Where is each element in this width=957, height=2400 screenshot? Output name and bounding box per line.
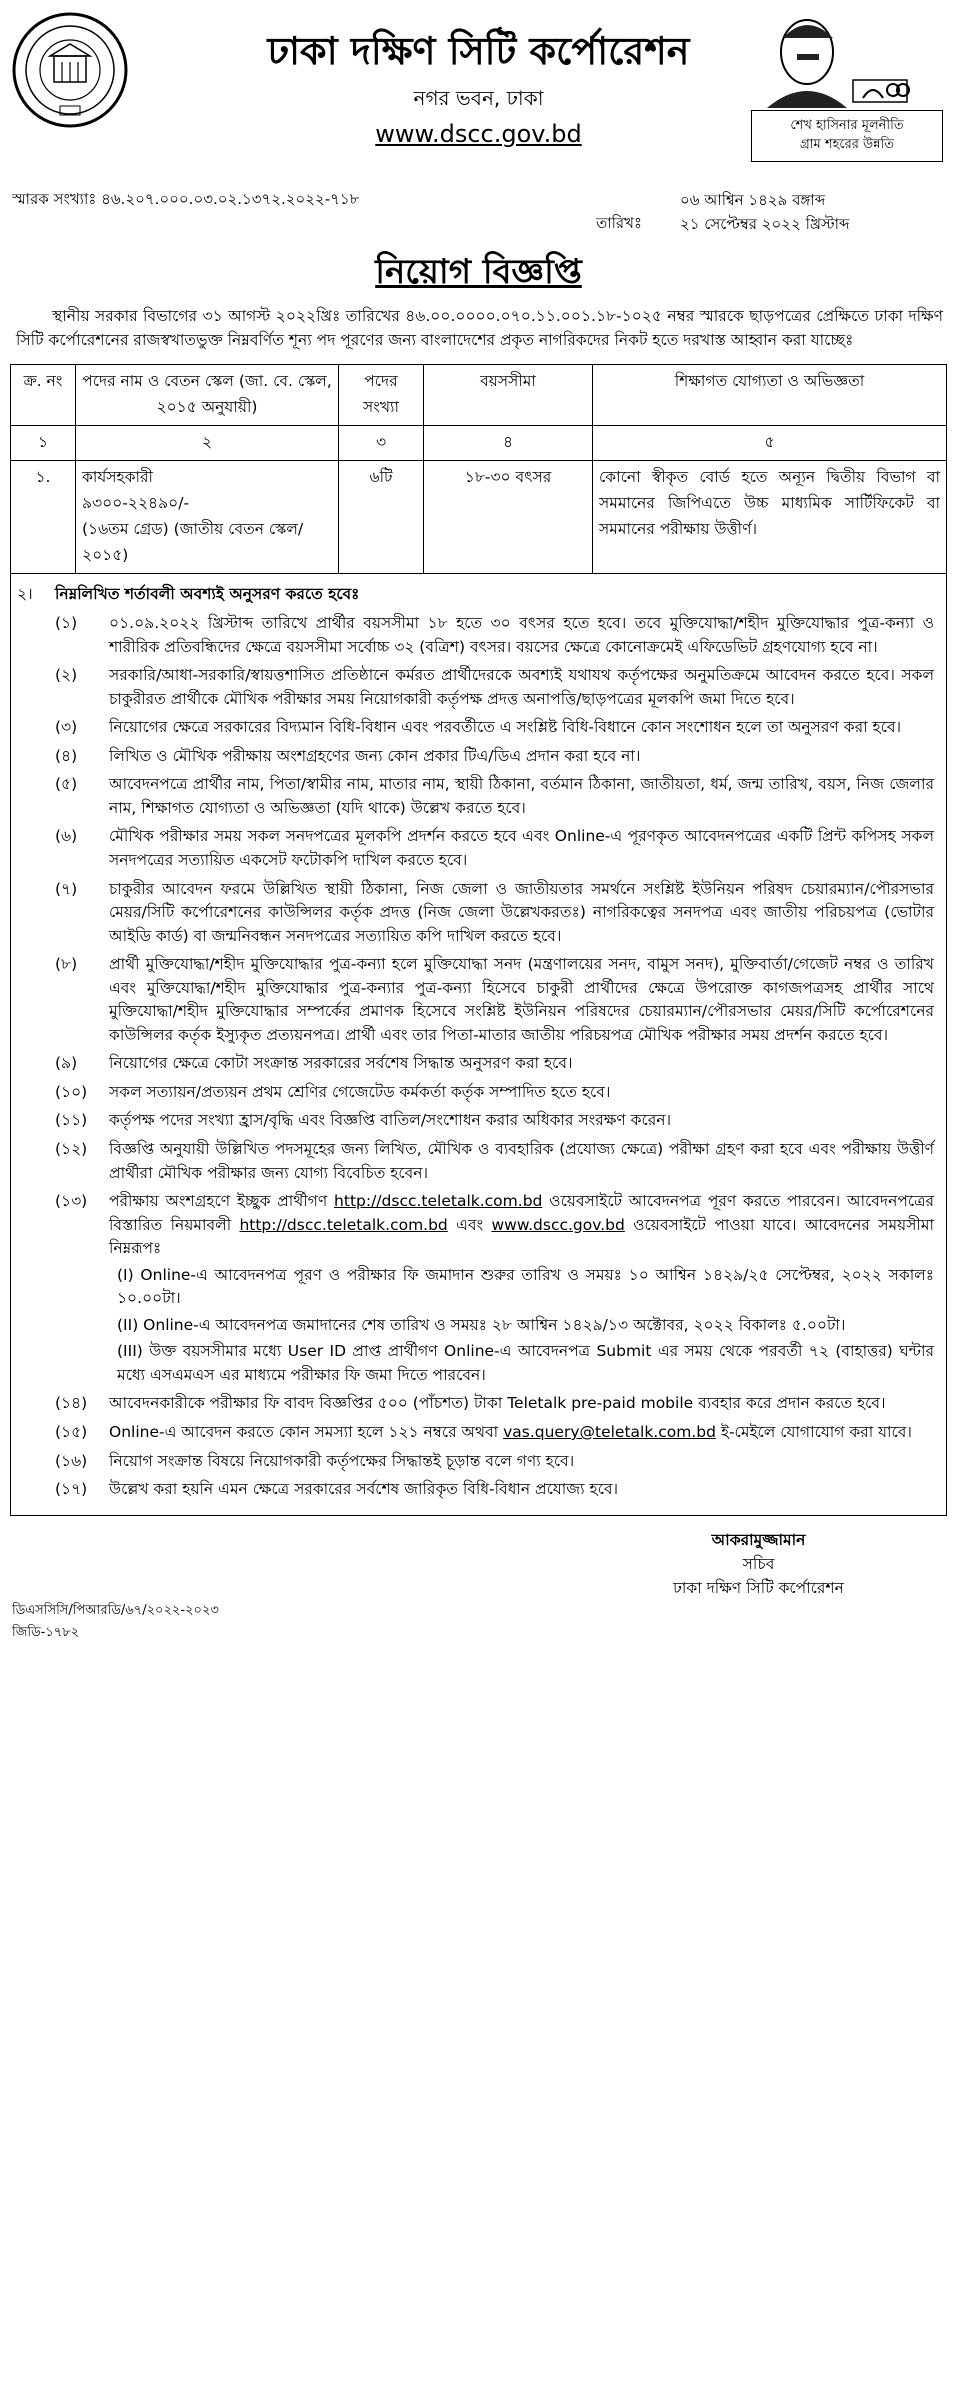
pay-scale: ৯৩০০-২২৪৯০/- — [82, 494, 190, 513]
condition-item — [17, 825, 934, 872]
condition-item — [17, 1450, 934, 1474]
conditions-heading-text: নিম্নলিখিত শর্তাবলী অবশ্যই অনুসরণ করতে হবেঃ — [55, 585, 360, 604]
condition-item — [17, 1478, 934, 1502]
memo-number: স্মারক সংখ্যাঃ ৪৬.২০৭.০০০.০৩.০২.১৩৭২.২০২২-৭১৮ — [12, 190, 360, 208]
support-email-link[interactable]: vas.query@teletalk.com.bd — [503, 1422, 716, 1441]
condition-number: (১২) — [55, 1139, 88, 1158]
condition-number: (৩) — [55, 718, 78, 737]
condition-text: মৌখিক পরীক্ষার সময় সকল সনদপত্রের মূলকপি প্রদর্শন করতে হবে এবং Online-এ পূরণকৃত আবেদনপত্রের একটি প্রিন্ট কপিসহ সকল সনদপত্রের সত্যায়িত একসেট ফটোকপি দাখিল করতে হবে। — [109, 827, 934, 869]
condition-text: নিয়োগের ক্ষেত্রে কোটা সংক্রান্ত সরকারের সর্বশেষ সিদ্ধান্ত অনুসরণ করা হবে। — [109, 1054, 573, 1073]
condition-text: ০১.০৯.২০২২ খ্রিস্টাব্দ তারিখে প্রার্থীর বয়সসীমা ১৮ হতে ৩০ বৎসর হতে হবে। তবে মুক্তিযোদ্ধা/শহীদ মুক্তিযোদ্ধার পুত্র-কন্যা ও শারীরিক প্রতিবন্ধিদের ক্ষেত্রে বয়সসীমা সর্বোচ্চ ৩২ (বত্রিশ) বৎসর। বয়সের ক্ষেত্রে কোনোক্রমেই এফিডেভিট গ্রহণযোগ্য হবে না। — [109, 614, 934, 656]
signature-block — [560, 1528, 957, 1600]
table-row — [11, 461, 947, 574]
condition-number: (১০) — [55, 1082, 88, 1101]
col-count-header: পদের সংখ্যা — [339, 365, 424, 426]
condition-text: প্রার্থী মুক্তিযোদ্ধা/শহীদ মুক্তিযোদ্ধার পুত্র-কন্যা হলে মুক্তিযোদ্ধা সনদ (মন্ত্রণালয়ের সনদ, বামুস সনদ), মুক্তিবার্তা/গেজেট নম্বর ও তারিখ এবং মুক্তিযোদ্ধা/শহীদ মুক্তিযোদ্ধার পুত্র-কন্যার পুত্র-কন্যা হিসেবে চাকুরী প্রার্থীদের ক্ষেত্রে উপরোক্ত কাগজপত্রসহ প্রার্থীর সাথে মুক্তিযোদ্ধা/শহীদ মুক্তিযোদ্ধার সম্পর্কের প্রমাণক হিসেবে সংশ্লিষ্ট ইউনিয়ন পরিষদের চেয়ারম্যান/পৌরসভার মেয়র/সিটি কর্পোরেশনের কাউন্সিলর কর্তৃক ইস্যুকৃত প্রত্যয়নপত্র। প্রার্থী এবং তার পিতা-মাতার জাতীয় পরিচয়পত্র মৌখিক পরীক্ষার সময় প্রদর্শন করতে হবে। — [109, 955, 934, 1044]
condition-item — [17, 773, 934, 820]
col-serial-header: ক্র. নং — [11, 365, 76, 426]
letterhead — [0, 0, 957, 240]
timeline-item: (I) Online-এ আবেদনপত্র পূরণ ও পরীক্ষার ফি জমাদান শুরুর তারিখ ও সময়ঃ ১০ আশ্বিন ১৪২৯/২৫ সেপ্টেম্বর, ২০২২ সকালঃ ১০.০০টা। — [117, 1265, 934, 1308]
contact-text-2: ই-মেইলে যোগাযোগ করা যাবে। — [720, 1422, 912, 1441]
condition-number: (৪) — [55, 746, 78, 765]
condition-item — [17, 1138, 934, 1185]
condition-item — [17, 1109, 934, 1133]
condition-number: (১৬) — [55, 1451, 88, 1470]
condition-item — [17, 1392, 934, 1416]
condition-item — [17, 878, 934, 949]
condition-text: নিয়োগের ক্ষেত্রে সরকারের বিদ্যমান বিধি-বিধান এবং পরবর্তীতে এ সংশ্লিষ্ট বিধি-বিধানে কোন সংশোধন হলে তা অনুসরণ করা হবে। — [109, 718, 902, 737]
col-age-header: বয়সসীমা — [424, 365, 593, 426]
apply-text-1: পরীক্ষায় অংশগ্রহণে ইচ্ছুক প্রার্থীগণ — [109, 1192, 328, 1211]
signatory-name: আকরামুজ্জামান — [711, 1530, 806, 1549]
table-number-row — [11, 426, 947, 461]
reference-code: ডিএসসিসি/পিআরডি/৬৭/২০২২-২০২৩ — [12, 1602, 219, 1618]
row-post — [76, 461, 339, 574]
condition-item-13 — [17, 1190, 934, 1387]
condition-number: (১) — [55, 614, 78, 633]
condition-item — [17, 664, 934, 711]
col-number: ২ — [76, 426, 339, 461]
condition-number: (৮) — [55, 955, 78, 974]
contact-text-1: Online-এ আবেদন করতে কোন সমস্যা হলে ১২১ নম্বরে অথবা — [109, 1422, 499, 1441]
dscc-website-link[interactable]: www.dscc.gov.bd — [491, 1215, 625, 1234]
gd-code: জিডি-১৭৮২ — [12, 1624, 80, 1640]
org-title: ঢাকা দক্ষিণ সিটি কর্পোরেশন — [267, 29, 690, 73]
condition-text: আবেদনপত্রে প্রার্থীর নাম, পিতা/স্বামীর নাম, মাতার নাম, স্থায়ী ঠিকানা, বর্তমান ঠিকানা, জাতীয়তা, ধর্ম, জন্ম তারিখ, বয়স, নিজ জেলার নাম, শিক্ষাগত যোগ্যতা ও অভিজ্ঞতা (যদি থাকে) উল্লেখ করতে হবে। — [109, 775, 934, 817]
condition-number: (১৩) — [55, 1192, 88, 1211]
col-number: ১ — [11, 426, 76, 461]
condition-text — [109, 1421, 934, 1445]
col-number: ৫ — [593, 426, 947, 461]
apply-text-2: ওয়েবসাইটে আবেদনপত্র পূরণ করতে পারবেন। আবেদনপত্রের বিস্তারিত নিয়মাবলী — [109, 1192, 934, 1234]
row-age-limit: ১৮-৩০ বৎসর — [424, 461, 593, 574]
condition-text: বিজ্ঞপ্তি অনুযায়ী উল্লিখিত পদসমূহের জন্য লিখিত, মৌখিক ও ব্যবহারিক (প্রযোজ্য ক্ষেত্রে) পরীক্ষা গ্রহণ করা হবে এবং পরীক্ষায় উত্তীর্ণ প্রার্থীরা মৌখিক পরীক্ষার জন্য যোগ্য বিবেচিত হবেন। — [109, 1139, 934, 1182]
row-serial: ১. — [11, 461, 76, 574]
signatory-org: ঢাকা দক্ষিণ সিটি কর্পোরেশন — [673, 1578, 844, 1597]
conditions-section — [10, 574, 947, 1516]
condition-number: (২) — [55, 666, 78, 685]
date-block — [680, 188, 850, 236]
condition-number: (৯) — [55, 1054, 78, 1073]
apply-text-4: ওয়েবসাইটে পাওয়া যাবে। আবেদনের সময়সীমা নিম্নরূপঃ — [109, 1215, 934, 1258]
apply-text-3: এবং — [456, 1215, 484, 1234]
date-label: তারিখঃ — [596, 214, 642, 232]
slogan-box — [751, 110, 943, 162]
condition-number: (৫) — [55, 775, 78, 794]
condition-item — [17, 953, 934, 1047]
table-header-row — [11, 365, 947, 426]
timeline-item: (II) Online-এ আবেদনপত্র জমাদানের শেষ তারিখ ও সময়ঃ ২৮ আশ্বিন ১৪২৯/১৩ অক্টোবর, ২০২২ বিকালঃ ৫.০০টা। — [117, 1315, 846, 1334]
intro-paragraph: স্থানীয় সরকার বিভাগের ৩১ আগস্ট ২০২২খ্রিঃ তারিখের ৪৬.০০.০০০০.০৭০.১১.০০১.১৮-১০২৫ নম্বর স্মারকে ছাড়পত্রের প্রেক্ষিতে ঢাকা দক্ষিণ সিটি কর্পোরেশনের রাজস্বখাতভুক্ত নিম্নবর্ণিত শূন্য পদ পূরণের জন্য বাংলাদেশের প্রকৃত নাগরিকদের নিকট হতে দরখাস্ত আহ্বান করা যাচ্ছেঃ — [16, 307, 943, 350]
col-number: ৩ — [339, 426, 424, 461]
col-post-header: পদের নাম ও বেতন স্কেল (জা. বে. স্কেল, ২০১৫ অনুযায়ী) — [76, 365, 339, 426]
condition-number: (১৪) — [55, 1394, 88, 1413]
slogan-line-1: শেখ হাসিনার মূলনীতি — [790, 118, 904, 133]
timeline-item: (III) উক্ত বয়সসীমার মধ্যে User ID প্রাপ্ত প্রার্থীগণ Online-এ আবেদনপত্র Submit এর সময় থেকে পরবর্তী ৭২ (বাহাত্তর) ঘন্টার মধ্যে এসএমএস এর মাধ্যমে পরীক্ষার ফি জমা দিতে পারবেন। — [117, 1342, 934, 1384]
footer-codes — [12, 1600, 957, 1644]
signatory-designation: সচিব — [742, 1554, 775, 1573]
condition-text — [109, 1190, 934, 1387]
col-number: ৪ — [424, 426, 593, 461]
org-address: নগর ভবন, ঢাকা — [413, 86, 544, 110]
condition-number: (১১) — [55, 1111, 88, 1130]
slogan-line-2: গ্রাম শহরের উন্নতি — [799, 136, 895, 152]
pay-grade: (১৬তম গ্রেড) (জাতীয় বেতন স্কেল/২০১৫) — [82, 520, 304, 565]
condition-number: (৭) — [55, 879, 78, 898]
condition-number: (৬) — [55, 827, 78, 846]
notice-title: নিয়োগ বিজ্ঞপ্তি — [375, 252, 582, 292]
row-count: ৬টি — [339, 461, 424, 574]
condition-text: নিয়োগ সংক্রান্ত বিষয়ে নিয়োগকারী কর্তৃপক্ষের সিদ্ধান্তই চূড়ান্ত বলে গণ্য হবে। — [109, 1451, 575, 1470]
col-education-header: শিক্ষাগত যোগ্যতা ও অভিজ্ঞতা — [593, 365, 947, 426]
condition-item — [17, 1052, 934, 1076]
teletalk-link[interactable]: http://dscc.teletalk.com.bd — [334, 1192, 543, 1211]
condition-text: সরকারি/আধা-সরকারি/স্বায়ত্তশাসিত প্রতিষ্ঠানে কর্মরত প্রার্থীদেরকে অবশ্যই যথাযথ কর্তৃপক্ষের অনুমতিক্রমে আবেদন করতে হবে। সকল চাকুরীরত প্রার্থীকে মৌখিক পরীক্ষার সময় নিয়োগকারী কর্তৃপক্ষ প্রদত্ত অনাপত্তি/ছাড়পত্রের মূলকপি জমা দিতে হবে। — [109, 666, 934, 708]
condition-text: আবেদনকারীকে পরীক্ষার ফি বাবদ বিজ্ঞপ্তির ৫০০ (পাঁচশত) টাকা Teletalk pre-paid mobile ব্যবহার করে প্রদান করতে হবে। — [109, 1394, 886, 1413]
row-education: কোনো স্বীকৃত বোর্ড হতে অন্যূন দ্বিতীয় বিভাগ বা সমমানের জিপিএতে উচ্চ মাধ্যমিক সার্টিফিকেট বা সমমানের পরীক্ষায় উত্তীর্ণ। — [593, 461, 947, 574]
condition-text: চাকুরীর আবেদন ফরমে উল্লিখিত স্থায়ী ঠিকানা, নিজ জেলা ও জাতীয়তার সমর্থনে সংশ্লিষ্ট ইউনিয়ন পরিষদ চেয়ারম্যান/পৌরসভার মেয়র/সিটি কর্পোরেশনের কাউন্সিলর কর্তৃক প্রদত্ত (নিজ জেলা উল্লেখকরতঃ) নাগরিকত্বের সনদপত্র এবং জাতীয় পরিচয়পত্র (ভোটার আইডি কার্ড) বা জন্মনিবন্ধন সনদপত্রের সত্যায়িত কপি দাখিল করতে হবে। — [109, 879, 934, 945]
condition-number: (১৭) — [55, 1480, 88, 1499]
condition-text: লিখিত ও মৌখিক পরীক্ষায় অংশগ্রহণের জন্য কোন প্রকার টিএ/ডিএ প্রদান করা হবে না। — [109, 746, 641, 765]
condition-number: (১৫) — [55, 1422, 88, 1441]
date-bangla: ০৬ আশ্বিন ১৪২৯ বঙ্গাব্দ — [680, 191, 826, 209]
condition-text: সকল সত্যায়ন/প্রত্যয়ন প্রথম শ্রেণির গেজেটেড কর্মকর্তা কর্তৃক সম্পাদিত হতে হবে। — [109, 1082, 611, 1101]
org-website-link[interactable]: www.dscc.gov.bd — [375, 120, 582, 148]
condition-item-15 — [17, 1421, 934, 1445]
teletalk-rules-link[interactable]: http://dscc.teletalk.com.bd — [239, 1215, 448, 1234]
condition-item — [17, 745, 934, 769]
conditions-heading — [17, 582, 934, 608]
date-english: ২১ সেপ্টেম্বর ২০২২ খ্রিস্টাব্দ — [680, 215, 850, 233]
condition-text: কর্তৃপক্ষ পদের সংখ্যা হ্রাস/বৃদ্ধি এবং বিজ্ঞপ্তি বাতিল/সংশোধন করার অধিকার সংরক্ষণ করেন। — [109, 1111, 672, 1130]
mujib-portrait-icon — [757, 8, 917, 108]
post-name: কার্যসহকারী — [82, 468, 153, 487]
posts-table — [10, 364, 947, 574]
condition-text: উল্লেখ করা হয়নি এমন ক্ষেত্রে সরকারের সর্বশেষ জারিকৃত বিধি-বিধান প্রযোজ্য হবে। — [109, 1480, 619, 1499]
condition-item — [17, 1081, 934, 1105]
condition-item — [17, 612, 934, 659]
condition-item — [17, 716, 934, 740]
conditions-number: ২। — [17, 585, 33, 604]
